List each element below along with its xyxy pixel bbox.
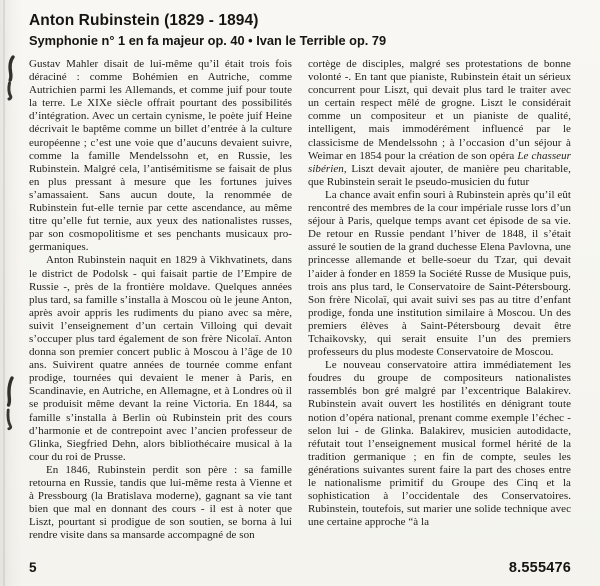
paragraph-conservatoire-feud: Le nouveau conservatoire attira immédiatement les foudres du groupe de compositeurs nationalistes rassemblés bon gré malgré par l’excentrique Balakirev. Rubinstein avait ouvert les hostilités en dénigrant toute notion d’opéra national, prenant comme exemple l’échec - selon lui - de Glinka. Balakirev, musicien autodidacte, réfutait tout l’enseignement musical formel hérité de la tradition germanique ; en fin de compte, seules les générations suivantes surent faire la part des choses entre le nationalisme primitif du Groupe des Cinq et la sophistication à l’occidentale des Conservatoires. Rubinstein, toutefois, sut marier une solide technique avec une certaine approche “à la (308, 359, 571, 529)
paragraph-liszt-rivalry (308, 58, 571, 189)
article-body (29, 58, 571, 542)
opera-title-italic: Le chasseur sibérien (308, 149, 571, 175)
paragraph-imperial-court: La chance avait enfin souri à Rubinstein après qu’il eût rencontré des membres de la cour impériale russe lors d’un séjour à Paris, quelque temps avant cet épisode de sa vie. De retour en Russie pendant l’hiver de 1848, il s’était assuré le soutien de la grand duchesse Elena Pavlovna, une princesse allemande et belle-soeur du Tzar, qui devait l’aider à fonder en 1859 la Société Russe de Musique puis, trois ans plus tard, le Conservatoire de Saint-Pétersbourg. Son frère Nicolaï, qui avait suivi ses pas au titre d’enfant prodige, fonda une institution similaire à Moscou. Un des premiers élèves à Saint-Pétersbourg devait être Tchaikovsky, qui serait ensuite l’un des premiers professeurs du plus modeste Conservatoire de Moscou. (308, 188, 571, 359)
composer-title: Anton Rubinstein (1829 - 1894) (29, 12, 259, 29)
right-column (308, 58, 571, 542)
paragraph-mahler-quote: Gustav Mahler disait de lui-même qu’il était trois fois déraciné : comme Bohémien en Autriche, comme Autrichien parmi les Allemands, et comme juif pour toute la terre. Le XIXe siècle offrait pourtant des possibilités d’intégration. Avec un certain cynisme, le poète juif Heine décrivait le baptême comme un billet d’entrée à la culture européenne ; c’est une voie que d’aucuns devaient suivre, comme la famille Mendelssohn et, en Russie, les Rubinstein. Malgré cela, l’antisémitisme se faisait de plus en plus pressant à mesure que les fortunes juives s’amassaient. Sans aucun doute, la renommée de Rubinstein fut-elle ternie par cette ascendance, au même titre qu’elle fut ternie, aux yeux des nationalistes russes, par son cosmopolitisme et ses penchants musicaux pro-germaniques. (29, 58, 292, 254)
page-header (29, 11, 571, 49)
paragraph-father-death: En 1846, Rubinstein perdit son père : sa famille retourna en Russie, tandis que lui-même resta à Vienne et à Pressbourg (la Bratislava moderne), gagnant sa vie tant bien que mal en donnant des cours - il est à noter que Liszt, pourtant si prodigue de son soutien, se borna à lui rendre visite dans sa mansarde accompagné de son (29, 463, 292, 542)
liszt-text-after: , Liszt devait ajouter, de manière peu charitable, que Rubinstein serait le pseudo-musicien du futur (308, 162, 571, 188)
works-subtitle: Symphonie n° 1 en fa majeur op. 40 • Ivan le Terrible op. 79 (29, 33, 387, 48)
page-footer (29, 560, 571, 576)
paragraph-birth-early-years: Anton Rubinstein naquit en 1829 à Vikhvatinets, dans le district de Podolsk - qui faisait partie de l’Empire de Russie -, près de la frontière moldave. Quelques années plus tard, sa famille s’installa à Moscou où le jeune Anton, après avoir appris les rudiments du piano avec sa mère, suivit l’enseignement d’un certain Villoing qui devait s’occuper plus tard également de son frère Nicolaï. Anton donna son premier concert public à Moscou à l’âge de 10 ans. Suivirent quatre années de tournée comme enfant prodige, tournées qui devaient le mener à Paris, en Scandinavie, en Autriche, en Allemagne, et à Londres où il se produisit même devant la reine Victoria. En 1844, sa famille s’installa à Berlin où Rubinstein prit des cours d’harmonie et de contrepoint avec l’ancien professeur de Glinka, Siegfried Dehn, alors bibliothécaire musical à la cour du roi de Prusse. (29, 254, 292, 463)
left-column (29, 58, 292, 542)
page-number: 5 (29, 560, 37, 575)
liszt-text-before: cortège de disciples, malgré ses protestations de bonne volonté -. En tant que pianiste, Rubinstein était un sérieux concurrent pour Liszt, qui devait plus tard le traiter avec un certain respect mêlé de grogne. Liszt le considérait comme un compositeur et un pianiste de qualité, intelligent, mais immodérément influencé par le classicisme de Mendelssohn ; à l’occasion d’un séjour à Weimar en 1854 pour la création de son opéra (308, 58, 571, 162)
catalog-number: 8.555476 (508, 560, 571, 576)
